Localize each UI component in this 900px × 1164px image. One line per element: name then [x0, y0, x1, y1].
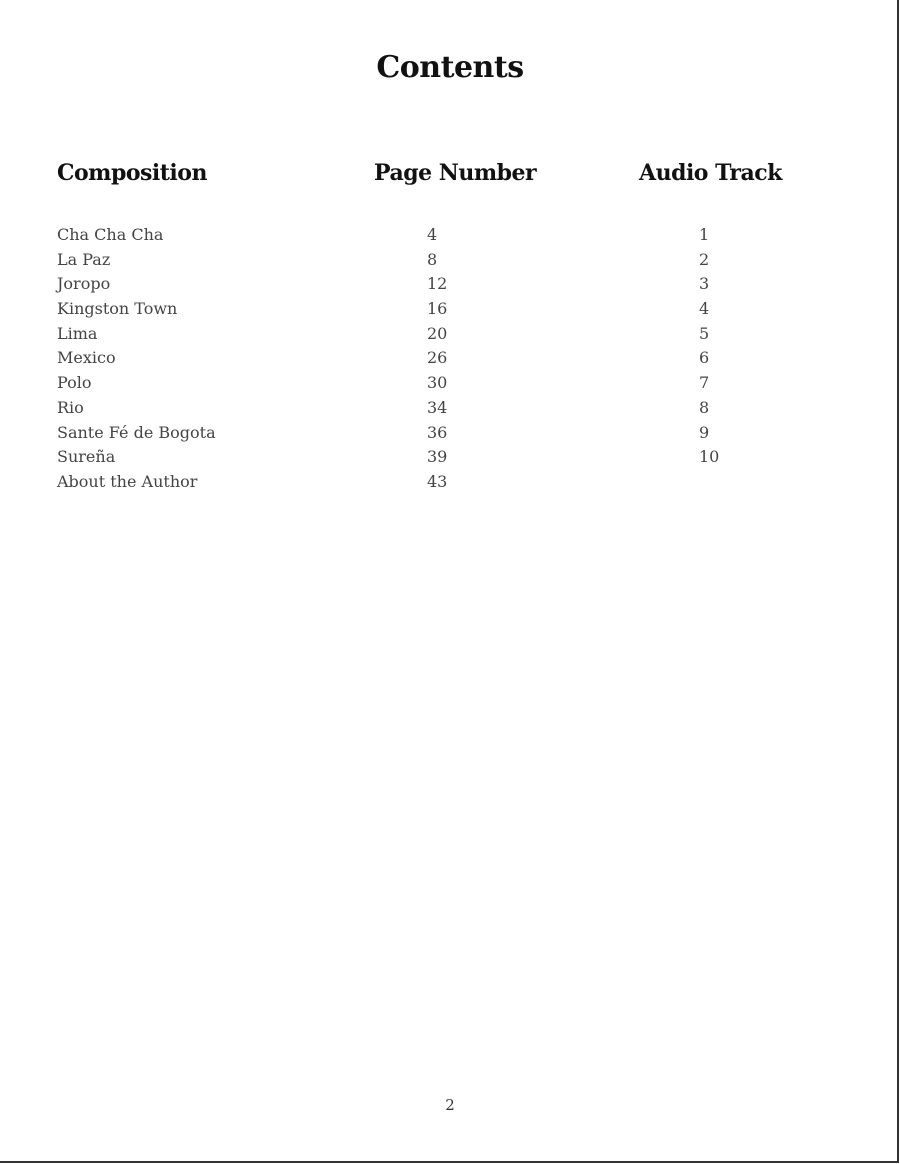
audio-track: 4	[699, 299, 710, 319]
contents-row	[0, 373, 900, 398]
page-number: 16	[427, 299, 448, 319]
page-number: 39	[427, 447, 448, 467]
audio-track: 3	[699, 274, 710, 294]
page-number: 26	[427, 348, 448, 368]
page-number: 12	[427, 274, 448, 294]
page-number-header: Page Number	[374, 160, 537, 186]
composition-header: Composition	[57, 160, 207, 186]
contents-row	[0, 398, 900, 423]
page-number: 8	[427, 249, 438, 269]
page-title: Contents	[376, 50, 524, 85]
audio-track: 9	[699, 422, 710, 442]
audio-track: 5	[699, 323, 710, 343]
composition-title: Kingston Town	[57, 299, 178, 319]
audio-track-header: Audio Track	[639, 160, 782, 186]
audio-track: 10	[699, 447, 720, 467]
contents-row	[0, 423, 900, 448]
page-number: 34	[427, 397, 448, 417]
composition-title: Sante Fé de Bogota	[57, 422, 216, 442]
contents-row	[0, 472, 900, 497]
contents-row	[0, 324, 900, 349]
composition-title: La Paz	[57, 249, 111, 269]
audio-track: 1	[699, 225, 710, 244]
contents-row	[0, 348, 900, 373]
contents-row	[0, 447, 900, 472]
composition-title: Cha Cha Cha	[57, 225, 164, 244]
page-number: 43	[427, 471, 448, 491]
page-number: 30	[427, 373, 448, 393]
footer-page-number: 2	[445, 1096, 455, 1114]
composition-title: Polo	[57, 373, 92, 393]
composition-title: Joropo	[57, 274, 111, 294]
composition-title: Lima	[57, 323, 98, 343]
composition-title: Mexico	[57, 348, 116, 368]
composition-title: About the Author	[57, 471, 198, 491]
composition-title: Rio	[57, 397, 84, 417]
contents-row	[0, 250, 900, 275]
page-number: 4	[427, 225, 438, 244]
audio-track: 6	[699, 348, 710, 368]
composition-title: Sureña	[57, 447, 116, 467]
audio-track: 8	[699, 397, 710, 417]
page-number: 36	[427, 422, 448, 442]
contents-list	[0, 225, 900, 497]
audio-track: 2	[699, 249, 710, 269]
audio-track: 7	[699, 373, 710, 393]
contents-row	[0, 299, 900, 324]
page-number: 20	[427, 323, 448, 343]
contents-row	[0, 274, 900, 299]
contents-row	[0, 225, 900, 250]
